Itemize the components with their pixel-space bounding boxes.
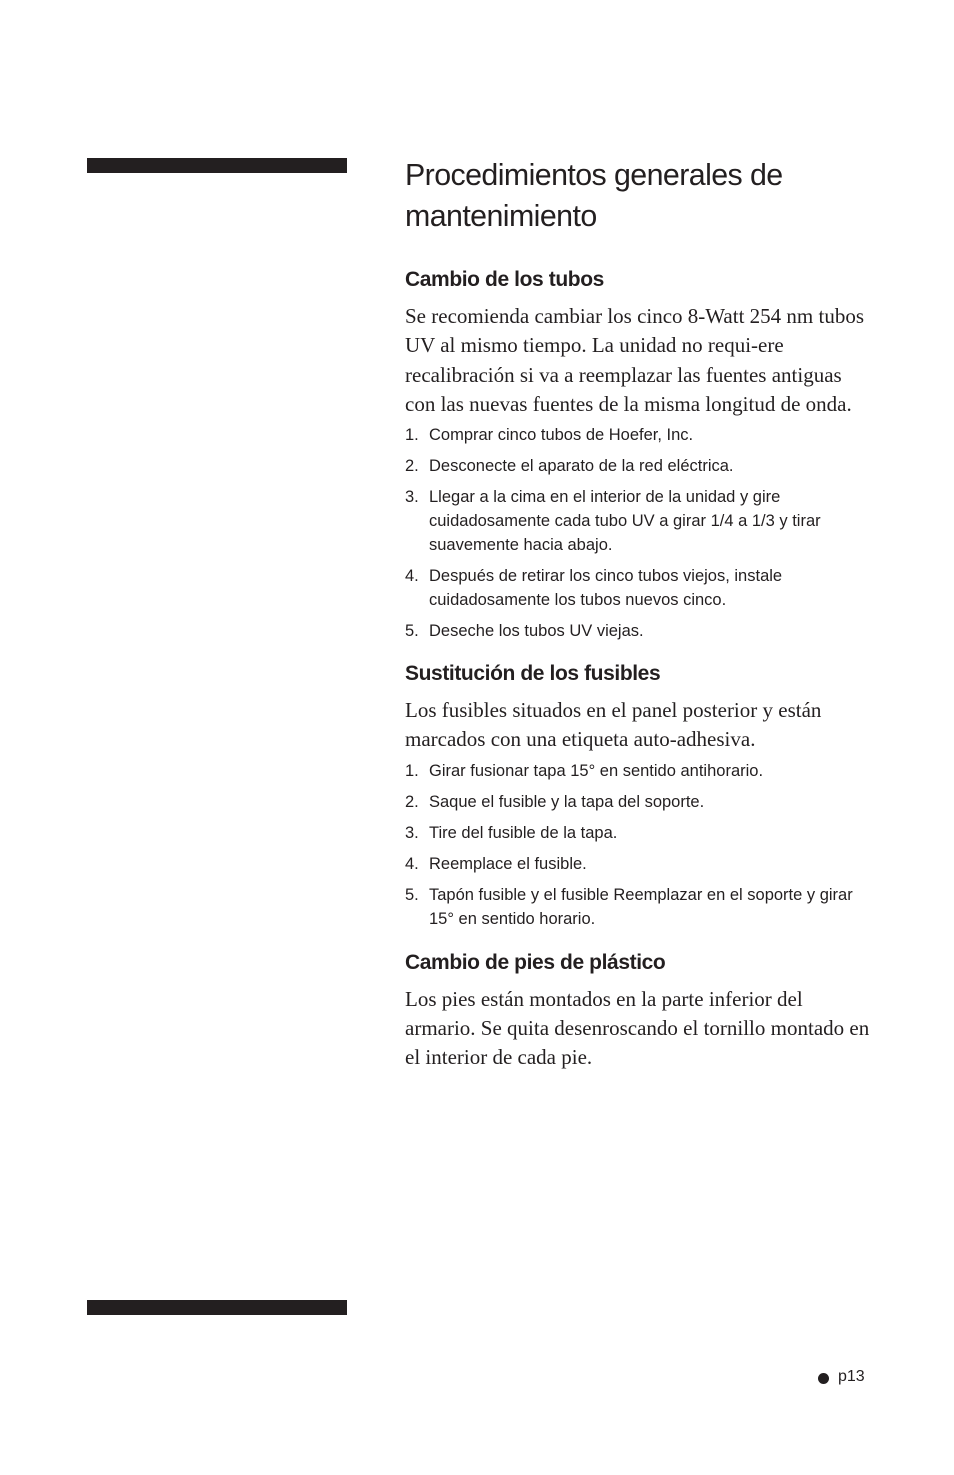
page-footer: [818, 1367, 865, 1387]
step-number: 2.: [405, 457, 419, 476]
bullet-icon: [818, 1373, 829, 1384]
list-item: [405, 883, 875, 931]
step-text: Desconecte el aparato de la red eléctrica.: [429, 457, 734, 476]
step-text: Tire del fusible de la tapa.: [429, 823, 618, 842]
step-number: 1.: [405, 761, 419, 780]
section-heading-fuses: Sustitución de los fusibles: [405, 662, 661, 686]
step-text: Deseche los tubos UV viejas.: [429, 622, 644, 641]
section-intro-feet: Los pies están montados en la parte inferior del armario. Se quita desenroscando el tornillo montado en el interior de cada pie.: [405, 986, 870, 1070]
main-content: [405, 150, 875, 1073]
step-text: Girar fusionar tapa 15° en sentido antihorario.: [429, 761, 764, 780]
section-heading-tubes: Cambio de los tubos: [405, 268, 604, 291]
top-rule: [87, 158, 347, 173]
list-item: [405, 821, 875, 845]
step-text: Saque el fusible y la tapa del soporte.: [429, 792, 705, 811]
step-text: Después de retirar los cinco tubos viejos, instale cuidadosamente los tubos nuevos cinco.: [429, 567, 783, 610]
section-heading-feet: Cambio de pies de plástico: [405, 950, 666, 974]
list-item: [405, 619, 875, 643]
list-item: [405, 485, 875, 557]
page-title: Procedimientos generales de mantenimiento: [405, 157, 783, 233]
step-number: 1.: [405, 426, 419, 445]
step-number: 5.: [405, 622, 419, 641]
step-text: Llegar a la cima en el interior de la unidad y gire cuidadosamente cada tubo UV a girar 1/4 a 1/3 y tirar suavemente hacia abajo.: [429, 488, 821, 555]
list-item: [405, 564, 875, 612]
step-text: Reemplace el fusible.: [429, 854, 587, 873]
step-number: 3.: [405, 823, 419, 842]
step-text: Tapón fusible y el fusible Reemplazar en el soporte y girar 15° en sentido horario.: [429, 885, 853, 928]
bottom-rule: [87, 1300, 347, 1315]
list-item: [405, 852, 875, 876]
page-number: p13: [838, 1368, 865, 1385]
step-number: 4.: [405, 567, 419, 586]
steps-list-fuses: [405, 759, 875, 931]
step-text: Comprar cinco tubos de Hoefer, Inc.: [429, 426, 694, 445]
list-item: [405, 423, 875, 447]
list-item: [405, 790, 875, 814]
list-item: [405, 759, 875, 783]
steps-list-tubes: [405, 423, 875, 643]
section-intro-fuses: Los fusibles situados en el panel posterior y están marcados con una etiqueta auto-adhesiva.: [405, 698, 822, 752]
list-item: [405, 454, 875, 478]
step-number: 2.: [405, 792, 419, 811]
step-number: 3.: [405, 488, 419, 507]
step-number: 5.: [405, 885, 419, 904]
section-intro-tubes: Se recomienda cambiar los cinco 8-Watt 254 nm tubos UV al mismo tiempo. La unidad no requi-ere recalibración si va a reemplazar las fuentes antiguas con las nuevas fuentes de la misma longitud de onda.: [405, 304, 865, 416]
step-number: 4.: [405, 854, 419, 873]
